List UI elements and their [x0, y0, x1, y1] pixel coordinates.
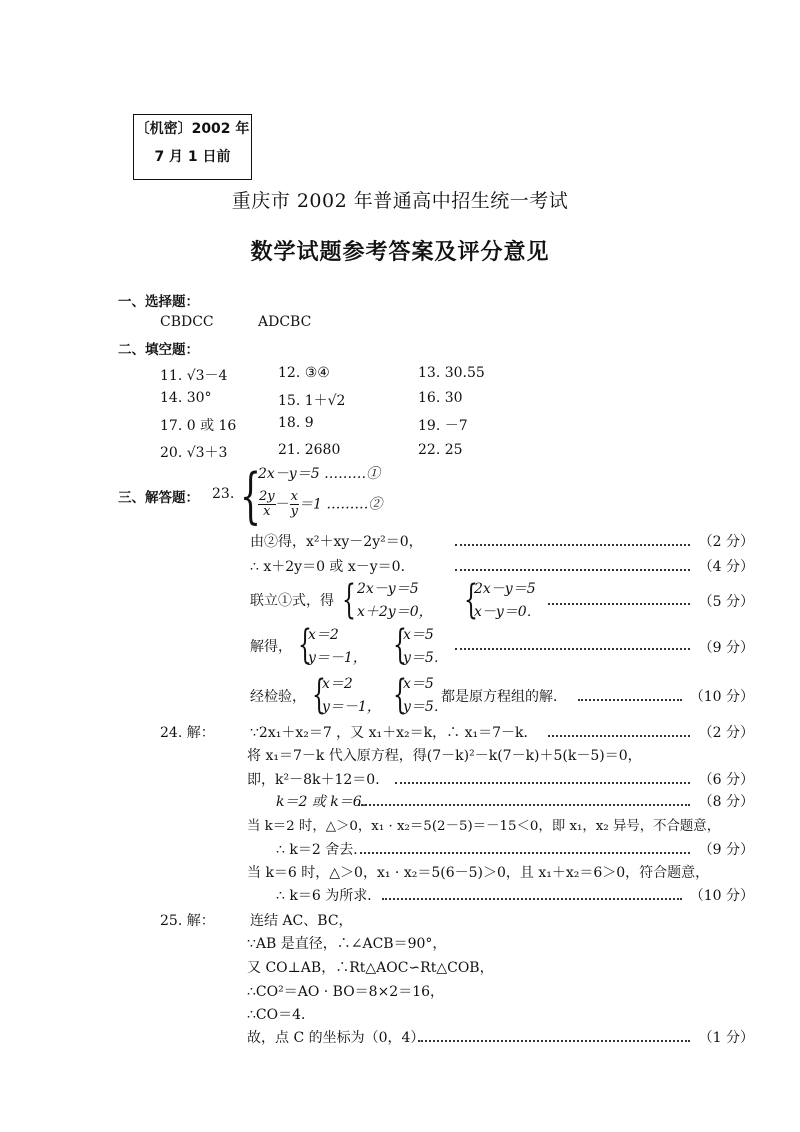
choice-answers-6-10: ADCBC — [258, 314, 312, 330]
q24-score-4: （8 分） — [698, 794, 754, 810]
item-number: 14. — [160, 390, 183, 406]
leader-dots — [548, 735, 690, 737]
minus-sign: － — [275, 496, 290, 513]
item-number: 19. — [418, 418, 441, 434]
item-answer: 2680 — [304, 442, 341, 458]
q24-line-2: 将 x₁＝7－k 代入原方程，得(7－k)²－k(7－k)＋5(k－5)＝0， — [247, 748, 642, 764]
system-brace: { — [342, 577, 356, 623]
fill-item-15 — [278, 390, 345, 410]
q24-line-5: 当 k＝2 时，△＞0，x₁ · x₂＝5(2－5)＝－15＜0，即 x₁，x₂ 异号，不合题意， — [247, 819, 721, 834]
denominator: x — [263, 504, 271, 519]
q23-score-2: （4 分） — [698, 559, 754, 575]
leader-dots — [418, 1040, 690, 1042]
check-2-x: x＝5 — [403, 676, 434, 692]
q24-score-6: （9 分） — [698, 842, 754, 858]
confidential-line-2: 7 月 1 日前 — [154, 149, 231, 165]
q23-step-5-label: 经检验， — [250, 689, 306, 705]
q24-line-6: ∴ k＝2 舍去． — [276, 842, 368, 858]
q24-score-3: （6 分） — [698, 772, 754, 788]
solution-1-x: x＝2 — [308, 627, 339, 643]
check-1-y: y＝－1， — [322, 699, 381, 715]
item-number: 18. — [278, 415, 301, 431]
item-number: 21. — [278, 442, 301, 458]
fill-item-17 — [160, 415, 236, 435]
fill-item-22 — [418, 442, 463, 458]
equation-rest: ＝1 ………② — [298, 496, 383, 513]
q23-score-4: （9 分） — [698, 640, 754, 656]
fill-item-20 — [160, 442, 227, 462]
q25-line-6: 故，点 C 的坐标为（0，4）． — [247, 1030, 432, 1046]
check-2-y: y＝5． — [403, 699, 448, 715]
q24-line-3: 即，k²－8k＋12＝0． — [247, 772, 390, 788]
section-1-heading: 一、选择题： — [118, 294, 199, 310]
q25-line-2: ∵AB 是直径，∴∠ACB＝90°， — [247, 936, 447, 952]
fill-item-16 — [418, 390, 463, 406]
leader-dots — [358, 804, 690, 806]
system-2-eq-a: 2x－y＝5 — [474, 581, 536, 597]
q25-line-5: ∴CO＝4． — [247, 1007, 316, 1023]
item-number: 20. — [160, 445, 183, 461]
q23-system-brace: { — [240, 461, 262, 531]
q24-score-1: （2 分） — [698, 725, 754, 741]
item-answer: 25 — [444, 442, 463, 458]
q23-step-2: ∴ x＋2y＝0 或 x－y＝0． — [250, 559, 415, 575]
system-brace: { — [298, 622, 312, 668]
fill-item-11 — [160, 365, 227, 385]
confidential-stamp-box — [133, 114, 252, 180]
q24-line-1: ∵2x₁＋x₂＝7 ，又 x₁＋x₂＝k，∴ x₁＝7－k． — [250, 725, 538, 741]
solution-1-y: y＝－1， — [308, 650, 367, 666]
choice-answers-1-5: CBDCC — [160, 314, 214, 330]
confidential-line-1: 〔机密〕2002 年 — [135, 121, 250, 137]
q24-number: 24. 解： — [160, 725, 215, 741]
denominator: y — [290, 504, 298, 519]
section-3-heading: 三、解答题： — [118, 490, 199, 506]
system-brace: { — [393, 622, 407, 668]
q24-line-4: k＝2 或 k＝6． — [276, 794, 376, 810]
q23-step-1: 由②得，x²＋xy－2y²＝0， — [250, 534, 423, 550]
item-answer: －7 — [444, 418, 468, 434]
item-answer: 30° — [186, 390, 212, 406]
q24-line-8: ∴ k＝6 为所求． — [276, 888, 382, 904]
q23-score-5: （10 分） — [689, 689, 754, 705]
item-number: 16. — [418, 390, 441, 406]
section-2-heading: 二、填空题： — [118, 342, 199, 358]
numerator: x — [290, 489, 298, 504]
exam-title: 重庆市 2002 年普通高中招生统一考试 — [231, 190, 569, 212]
numerator: 2y — [259, 489, 275, 504]
q24-line-7: 当 k＝6 时，△＞0，x₁ · x₂＝5(6－5)＞0，且 x₁＋x₂＝6＞0，符合题意， — [247, 865, 710, 881]
fill-item-18 — [278, 415, 314, 431]
leader-dots — [360, 852, 690, 854]
fill-item-12 — [278, 365, 330, 381]
q25-score-6: （1 分） — [698, 1030, 754, 1046]
solution-2-y: y＝5． — [403, 650, 448, 666]
leader-dots — [455, 544, 690, 546]
item-number: 22. — [418, 442, 441, 458]
item-number: 17. — [160, 418, 183, 434]
q23-score-3: （5 分） — [698, 594, 754, 610]
fill-item-19 — [418, 415, 468, 435]
fraction-2y-over-x — [258, 490, 276, 519]
leader-dots — [382, 898, 682, 900]
item-answer: 30 — [444, 390, 463, 406]
item-number: 11. — [160, 368, 183, 384]
leader-dots — [548, 603, 690, 605]
leader-dots — [578, 699, 682, 701]
leader-dots — [455, 648, 690, 650]
fill-item-21 — [278, 442, 340, 458]
q23-score-1: （2 分） — [698, 534, 754, 550]
q25-line-3: 又 CO⊥AB，∴Rt△AOC∽Rt△COB， — [247, 960, 494, 976]
system-2-eq-b: x－y＝0． — [474, 604, 541, 620]
q23-step-4-label: 解得， — [250, 639, 292, 655]
leader-dots — [395, 782, 690, 784]
fill-item-14 — [160, 390, 212, 406]
leader-dots — [455, 569, 690, 571]
q23-equation-1: 2x－y＝5 ………① — [258, 466, 381, 482]
fraction-x-over-y — [290, 490, 299, 519]
item-answer: 0 或 16 — [186, 418, 237, 434]
system-1-eq-a: 2x－y＝5 — [357, 581, 419, 597]
q23-equation-2 — [258, 490, 382, 519]
item-number: 13. — [418, 365, 441, 381]
answer-key-title: 数学试题参考答案及评分意见 — [250, 240, 550, 265]
check-1-x: x＝2 — [322, 676, 353, 692]
q23-conclusion: 都是原方程组的解． — [441, 689, 567, 705]
system-brace: { — [464, 577, 478, 623]
item-answer: 30.55 — [444, 365, 485, 381]
q25-number: 25. 解： — [160, 913, 215, 929]
item-answer: √3－4 — [186, 368, 228, 384]
q25-line-4: ∴CO²＝AO · BO＝8×2＝16， — [247, 984, 445, 1000]
item-answer: √3＋3 — [186, 445, 228, 461]
q24-score-8: （10 分） — [689, 888, 754, 904]
item-answer: 1＋√2 — [304, 393, 346, 409]
item-number: 15. — [278, 393, 301, 409]
system-brace: { — [312, 672, 326, 718]
system-brace: { — [393, 672, 407, 718]
item-answer: 9 — [304, 415, 314, 431]
solution-2-x: x＝5 — [403, 627, 434, 643]
q23-step-3-label: 联立①式，得 — [250, 593, 334, 609]
item-number: 12. — [278, 365, 301, 381]
system-1-eq-b: x＋2y＝0， — [357, 604, 433, 620]
fill-item-13 — [418, 365, 485, 381]
q23-number: 23. — [212, 486, 235, 502]
q25-line-1: 连结 AC、BC， — [250, 913, 353, 929]
item-answer: ③④ — [304, 365, 330, 381]
